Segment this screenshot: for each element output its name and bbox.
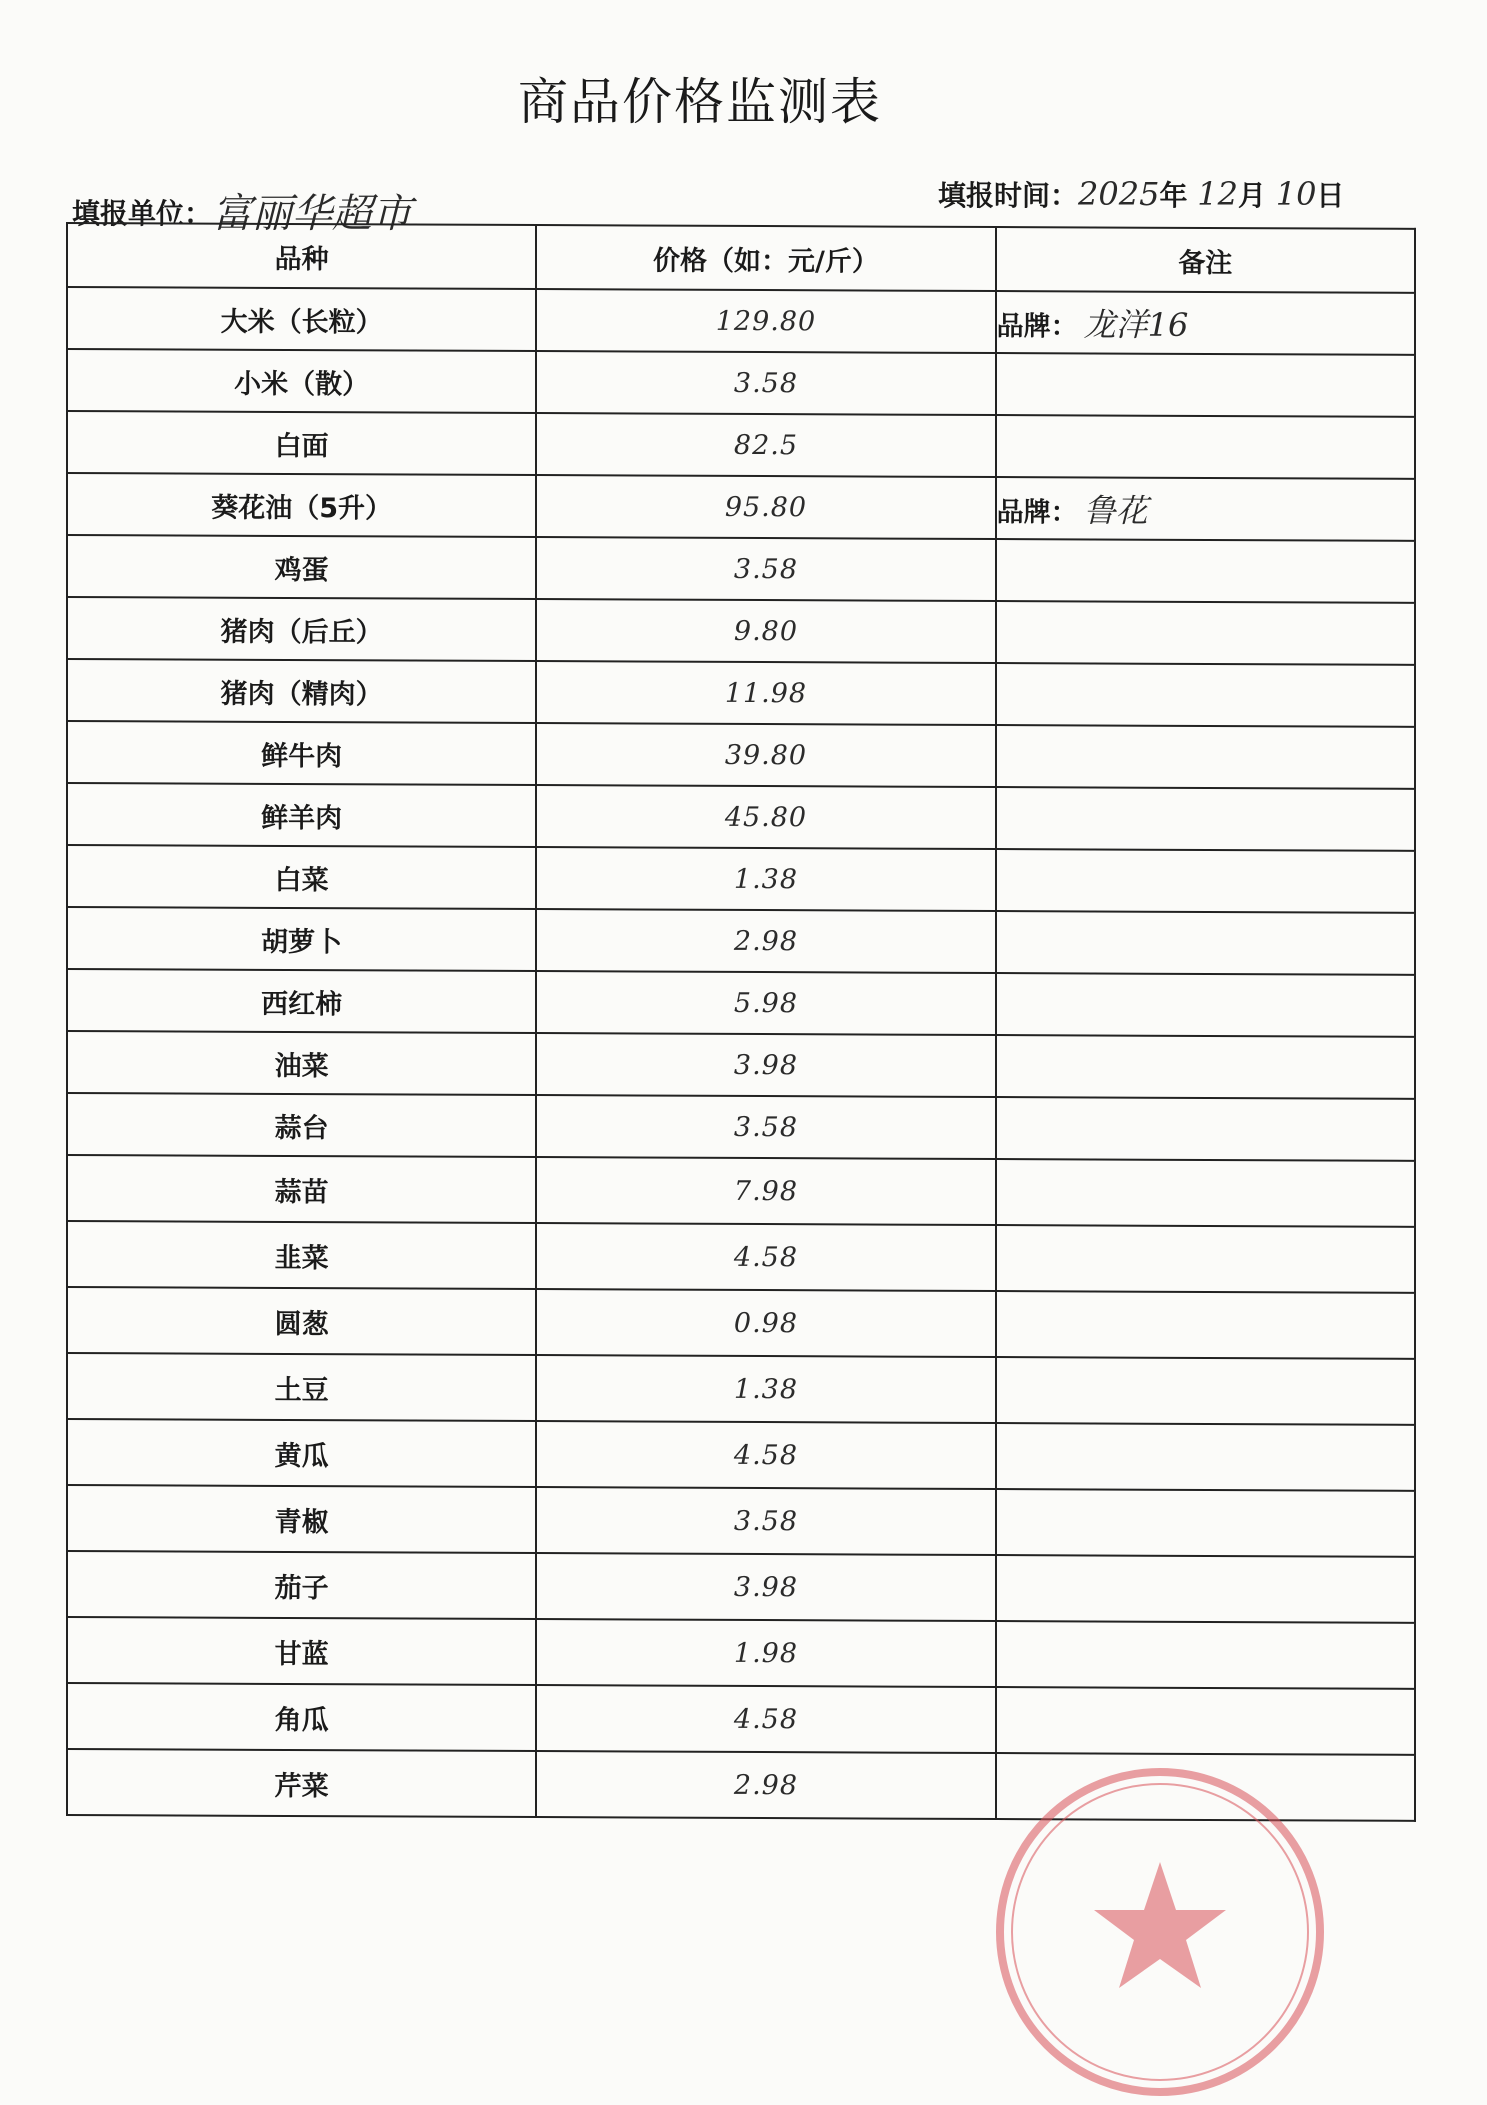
item-price: 5.98 [536,971,995,1035]
item-note [996,1035,1415,1099]
table-row [67,969,1415,1037]
item-note [996,353,1415,417]
item-price: 2.98 [536,909,995,973]
item-note [996,1555,1415,1623]
item-name: 大米（长粒） [67,287,536,351]
item-note [996,663,1415,727]
table-row [67,1683,1415,1755]
item-price: 82.5 [536,413,995,477]
date-month: 12 [1197,175,1238,213]
reporting-unit-value: 富丽华超市 [212,191,413,237]
day-suffix: 日 [1316,179,1345,212]
item-note [996,539,1415,603]
item-note [996,1687,1415,1755]
table-row [67,721,1415,789]
item-price: 1.98 [536,1619,995,1687]
year-suffix: 年 [1159,179,1188,212]
official-seal [990,1762,1330,2102]
item-name: 油菜 [67,1031,536,1095]
table-row [67,411,1415,479]
item-name: 蒜苗 [67,1155,536,1223]
item-name: 土豆 [67,1353,536,1421]
item-note [996,911,1415,975]
date-day: 10 [1275,175,1317,213]
table-row [67,1093,1415,1161]
table-row [67,1419,1415,1491]
item-note [996,849,1415,913]
table-row [67,907,1415,975]
item-note [996,1357,1415,1425]
item-price: 95.80 [536,475,995,539]
table-header-row [67,223,1415,293]
item-note [996,415,1415,479]
table-row [67,1551,1415,1623]
item-price: 3.98 [536,1033,995,1097]
item-name: 西红柿 [67,969,536,1033]
item-note [996,1291,1415,1359]
reporting-date-label: 填报时间： [938,179,1079,212]
item-name: 白面 [67,411,536,475]
reporting-unit-label: 填报单位： [72,197,213,230]
note-label: 品牌： [996,311,1078,343]
item-price: 3.58 [536,1095,995,1159]
header-note: 备注 [996,227,1415,293]
header-variety: 品种 [67,223,536,289]
item-name: 黄瓜 [67,1419,536,1487]
table-row [67,1353,1415,1425]
item-name: 猪肉（后丘） [67,597,536,661]
item-price: 45.80 [536,785,995,849]
table-row [67,287,1415,355]
table-row [67,535,1415,603]
item-note [996,973,1415,1037]
item-price: 129.80 [536,289,995,353]
table-row [67,597,1415,665]
item-name: 韭菜 [67,1221,536,1289]
item-name: 小米（散） [67,349,536,413]
item-price: 3.98 [536,1553,995,1621]
item-note [996,787,1415,851]
item-price: 4.58 [536,1223,995,1291]
item-name: 芹菜 [67,1749,536,1817]
item-note [996,725,1415,789]
date-year: 2025 [1078,175,1160,213]
item-note [996,601,1415,665]
star-icon [1094,1862,1226,1988]
table-row [67,1155,1415,1227]
table-row [67,1031,1415,1099]
note-value: 龙洋16 [1083,305,1189,344]
table-row [67,349,1415,417]
item-name: 胡萝卜 [67,907,536,971]
item-note [996,1621,1415,1689]
header-price: 价格（如：元/斤） [536,225,995,291]
item-note [996,1097,1415,1161]
item-note [996,1423,1415,1491]
item-name: 猪肉（精肉） [67,659,536,723]
item-price: 0.98 [536,1289,995,1357]
item-price: 3.58 [536,537,995,601]
item-price: 1.38 [536,847,995,911]
table-row [67,1221,1415,1293]
reporting-date [938,174,1344,214]
table-row [67,845,1415,913]
item-name: 鲜牛肉 [67,721,536,785]
item-note [996,477,1415,541]
item-price: 1.38 [536,1355,995,1423]
item-name: 角瓜 [67,1683,536,1751]
item-note [996,291,1415,355]
note-value: 鲁花 [1083,491,1148,530]
item-name: 鸡蛋 [67,535,536,599]
page-title: 商品价格监测表 [518,73,882,131]
item-price: 2.98 [536,1751,995,1819]
table-row [67,1617,1415,1689]
item-name: 蒜台 [67,1093,536,1157]
item-price: 3.58 [536,351,995,415]
item-price: 11.98 [536,661,995,725]
table-row [67,1287,1415,1359]
item-note [996,1225,1415,1293]
month-suffix: 月 [1237,179,1266,212]
note-label: 品牌： [996,497,1078,529]
item-name: 葵花油（5升） [67,473,536,537]
item-name: 鲜羊肉 [67,783,536,847]
item-price: 3.58 [536,1487,995,1555]
item-price: 39.80 [536,723,995,787]
item-price: 7.98 [536,1157,995,1225]
item-note [996,1489,1415,1557]
table-row [67,473,1415,541]
item-price: 4.58 [536,1421,995,1489]
item-price: 4.58 [536,1685,995,1753]
item-name: 白菜 [67,845,536,909]
item-price: 9.80 [536,599,995,663]
item-note [996,1159,1415,1227]
table-row [67,659,1415,727]
table-row [67,783,1415,851]
price-table [66,222,1416,1822]
table-row [67,1485,1415,1557]
item-name: 圆葱 [67,1287,536,1355]
item-name: 青椒 [67,1485,536,1553]
item-name: 茄子 [67,1551,536,1619]
item-name: 甘蓝 [67,1617,536,1685]
